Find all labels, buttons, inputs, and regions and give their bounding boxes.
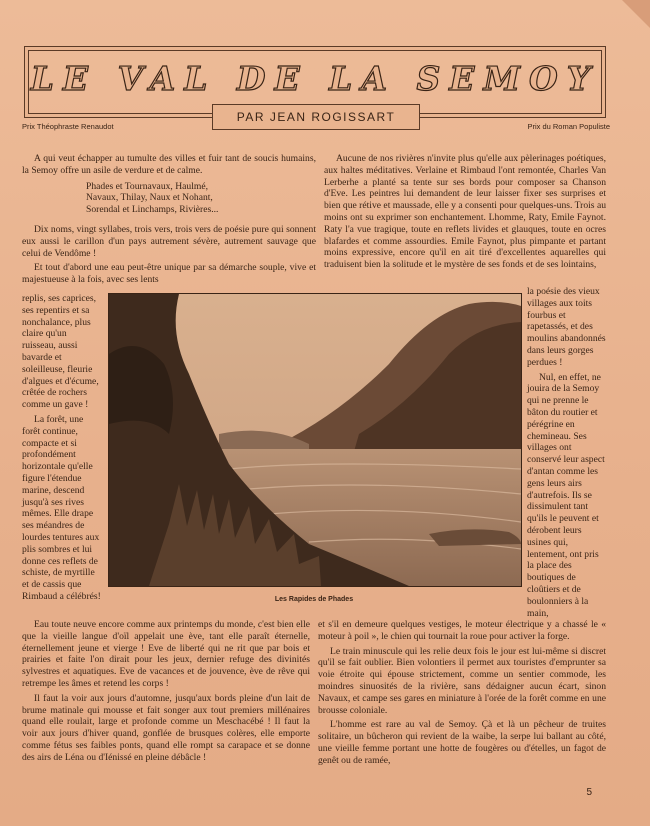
paragraph: Il faut la voir aux jours d'automne, jusqu'aux bords pleine d'un lait de brume matinale qui mousse et fait songer aux tout premiers millénaires quand elle roulait, large et profonde comme un Meschacébé ! Il faut la voir aux jours d'hiver quand, gonflée de brusques colères, elle emporte comme fétus ses faibles ponts, quand elle rompt sa carapace et se donne des airs de Léna ou d'Iénissé en pleine débâcle ! — [22, 692, 310, 763]
verse-line: Navaux, Thilay, Naux et Nohant, — [86, 192, 213, 204]
river-landscape-image — [109, 294, 521, 586]
paragraph: Eau toute neuve encore comme aux printemps du monde, c'est bien elle que la vieille langue d'oïl appelait une ève, tant elle paraît éternelle, éternellement jeune et vierge ! Eve de liberté qui ne rit que par bois et prairies et faite l'on dirait pour les jeux, dernier refuge des divinités sylvestres et aquatiques. Eve de vacances et de jouvence, ève de rêve qui retrempe les âmes et retend les corps ! — [22, 619, 310, 689]
paragraph: Aucune de nos rivières n'invite plus qu'elle aux pèlerinages poétiques, aux haltes méditatives. Verlaine et Rimbaud l'ont remontée, Charles Van Lerberhe a planté sa tente sur ses bords pour composer sa Chanson d'Eve. Les peintres lui demandent de leur laisser fixer ses surprises et bien que rétive et maussade, elle y a consenti pour quelques-uns. Trois au moins ont su exprimer son enchantement. Lhomme, Raty, Emile Faynot. Raty l'a vue tragique, toute en reflets livides et glauques, toute en ocres blafardes et comme assourdies. Emile Faynot, plus pimpante et partant moins expressive, encore qu'il en ait tiré d'excellentes aquarelles qui traduisent bien la solitude et le mystère de ses fonds et de ses lointains, — [324, 153, 606, 271]
verse-line: Sorendal et Linchamps, Rivières... — [86, 204, 219, 216]
verse-block — [86, 181, 316, 216]
paragraph: L'homme est rare au val de Semoy. Çà et là un pêcheur de truites solitaire, un bûcheron qui revient de la waibe, la serpe lui ballant au côté, une vieille femme portant une hotte de fougères ou d'ételles, un fagot de genêt ou de ramée, — [318, 719, 606, 766]
verse-line: Phades et Tournavaux, Haulmé, — [86, 180, 208, 192]
paragraph: Et tout d'abord une eau peut-être unique par sa démarche souple, vive et majestueuse à la fois, avec ses lents — [22, 262, 316, 286]
right-column-bottom — [318, 619, 606, 770]
prize-label-right: Prix du Roman Populiste — [527, 122, 610, 131]
article-title: LE VAL DE LA SEMOY — [30, 59, 600, 98]
prize-label-left: Prix Théophraste Renaudot — [22, 122, 114, 131]
left-narrow-column — [22, 293, 102, 606]
photo-caption: Les Rapides de Phades — [274, 596, 354, 603]
paragraph: Dix noms, vingt syllabes, trois vers, trois vers de poésie pure qui sonnent eux aussi le carillon d'un pays autrement sévère, autrement sauvage que celui de Vendôme ! — [22, 223, 316, 259]
left-column-bottom — [22, 619, 310, 767]
author-byline: PAR JEAN ROGISSART — [212, 104, 420, 130]
river-photo — [108, 293, 522, 587]
right-column-top — [324, 153, 606, 274]
paragraph: Nul, en effet, ne jouira de la Semoy qui ne prenne le bâton du routier et pérégrine en chemineau. Ses villages ont conservé leur aspect d'antan comme les gens leurs airs d'autrefois. Ils se dissimulent tant qu'ils le peuvent et dérobent leurs usines qui, lentement, ont pris la place des boutiques de cloûtiers et de boulonniers à la main, — [527, 371, 605, 619]
paragraph: Le train minuscule qui les relie deux fois le jour est lui-même si discret qu'il se fait oublier. Bien volontiers il permet aux touristes d'emprunter sa voie étroite qui épouse strictement, comme un sentier commode, les moindres sinuosités de la rivière, sans dédaigner aucun écart, sinon Navaux, et campe ses gares en miniature à l'orée de la forêt comme en une brousse coloniale. — [318, 645, 606, 716]
paragraph: la poésie des vieux villages aux toits fourbus et rapetassés, et des moulins abandonnés dans leurs gorges perdues ! — [527, 286, 606, 368]
left-column-top — [22, 153, 316, 289]
paragraph: replis, ses caprices, ses repentirs et sa nonchalance, plus claire qu'un ruisseau, aussi bavarde et soleilleuse, fleurie d'algues et d'écume, crêtée de rochers comme un gave ! — [22, 293, 99, 411]
right-narrow-column — [527, 286, 607, 622]
paragraph: La forêt, une forêt continue, compacte et si profondément horizontale qu'elle figure l'étendue marine, descend jusqu'à ses rives mêmes. Elle drape ses méandres de lourdes tentures aux plis sombres et lui donne ces reflets de schiste, de myrtille et de cassis que Rimbaud a célébrés! — [22, 413, 101, 602]
intro-paragraph: A qui veut échapper au tumulte des villes et fuir tant de soucis humains, la Semoy offre un asile de verdure et de calme. — [22, 153, 316, 176]
page-number: 5 — [586, 787, 592, 798]
paragraph: et s'il en demeure quelques vestiges, le moteur électrique y a chassé le « moteur à poil », le chien qui tournait la roue pour activer la forge. — [318, 619, 606, 642]
